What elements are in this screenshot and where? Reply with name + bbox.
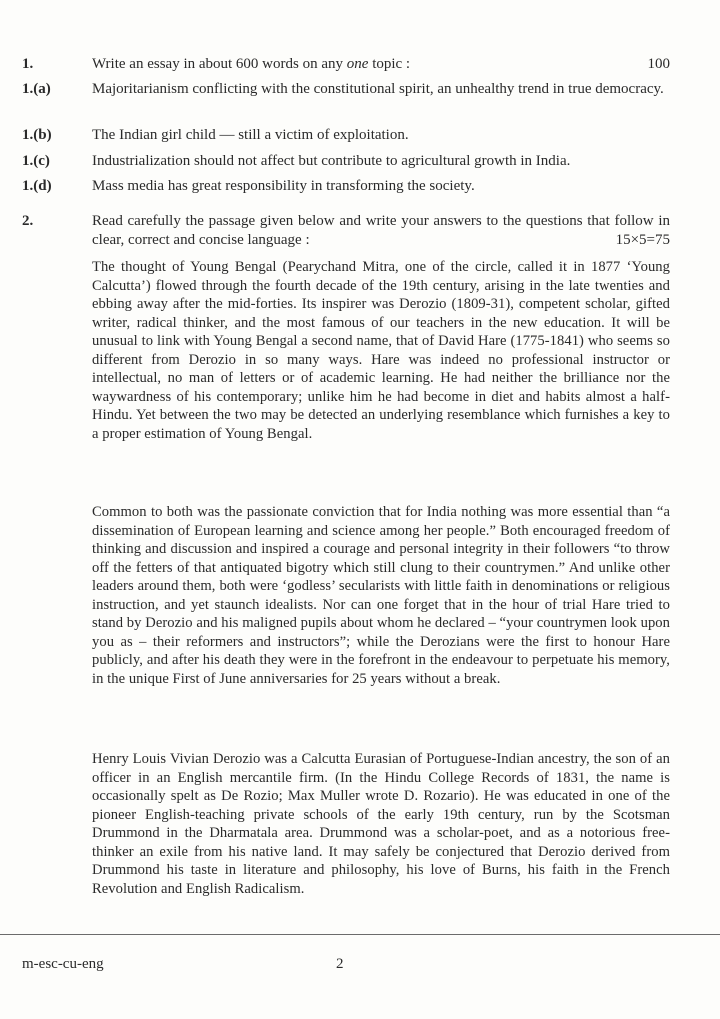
topic-number: 1.(c)	[22, 153, 50, 169]
topic-number: 1.(b)	[22, 127, 52, 143]
question-1-instruction	[92, 55, 670, 74]
instruction-text: Write an essay in about 600 words on any	[92, 56, 347, 72]
footer-divider	[0, 934, 720, 935]
topic-text: Industrialization should not affect but contribute to agricultural growth in India.	[92, 153, 571, 169]
question-number: 1.	[22, 56, 34, 72]
passage-paragraph: Common to both was the passionate conviction that for India nothing was more essential than “a dissemination of European learning and science among her people.” Both encouraged freedom of thinking and discussion and inspired a courage and personal integrity in their followers “to throw off the fetters of that antiquated bigotry which still clung to their countrymen.” And unlike other leaders around them, both were ‘godless’ secularists with little faith in denominations or religious instruction, and yet staunch idealists. Nor can one forget that in the hour of trial Hare tried to stand by Derozio and his maligned pupils about whom he declared – “your countrymen look upon you as – their reformers and instructors”; while the Derozians were the first to honour Hare publicly, and after his death they were in the forefront in the endeavour to perpetuate his memory, in the unique First of June anniversaries for 25 years without a break.	[92, 504, 670, 687]
passage-paragraph: Henry Louis Vivian Derozio was a Calcutta Eurasian of Portuguese-Indian ancestry, the son of an officer in an English mercantile firm. (In the Hindu College Records of 1831, the name is occasionally spelt as De Rozio; Max Muller wrote D. Rozario). He was educated in one of the pioneer English-teaching private schools of the early 19th century, run by the Scotsman Drummond in the Dharmatala area. Drummond was a scholar-poet, and as a notorious free-thinker an exile from his native land. It may safely be conjectured that Derozio derived from Drummond his taste in literature and philosophy, his love of Burns, his faith in the French Revolution and English Radicalism.	[92, 751, 670, 897]
topic-text: Mass media has great responsibility in transforming the society.	[92, 178, 475, 194]
question-number: 2.	[22, 213, 34, 229]
instruction-emphasis: one	[346, 56, 369, 72]
document-code: m-esc-cu-eng	[22, 956, 104, 972]
topic-text: The Indian girl child — still a victim of exploitation.	[92, 127, 409, 143]
question-1-marks: 100	[647, 56, 670, 72]
instruction-text-end: topic :	[368, 56, 411, 72]
topic-number: 1.(d)	[22, 178, 52, 194]
passage-paragraph: The thought of Young Bengal (Pearychand Mitra, one of the circle, called it in 1877 ‘Young Calcutta’) flowed through the fourth decade of the 19th century, arising in the late twenties and ebbing away after the mid-forties. Its inspirer was Derozio (1809-31), competent scholar, gifted writer, radical thinker, and the most famous of our teachers in the new education. It will be unusual to link with Young Bengal a second name, that of David Hare (1775-1841) who seems so different from Derozio in so many ways. Hare was indeed no professional instructor or intellectual, no man of letters or of academic learning. He had neither the brilliance nor the waywardness of his contemporary; unlike him he had become in diet and habits almost a half-Hindu. Yet between the two may be detected an underlying resemblance which furnishes a key to a proper estimation of Young Bengal.	[92, 259, 670, 442]
topic-text: Majoritarianism conflicting with the constitutional spirit, an unhealthy trend in true democracy.	[92, 81, 664, 97]
question-2-instruction	[92, 212, 670, 250]
instruction-text: Read carefully the passage given below and write your answers to the questions that follow in clear, correct and concise language :	[92, 213, 670, 248]
topic-number: 1.(a)	[22, 81, 51, 97]
page-number: 2	[336, 956, 344, 972]
question-2-marks: 15×5=75	[615, 232, 670, 248]
